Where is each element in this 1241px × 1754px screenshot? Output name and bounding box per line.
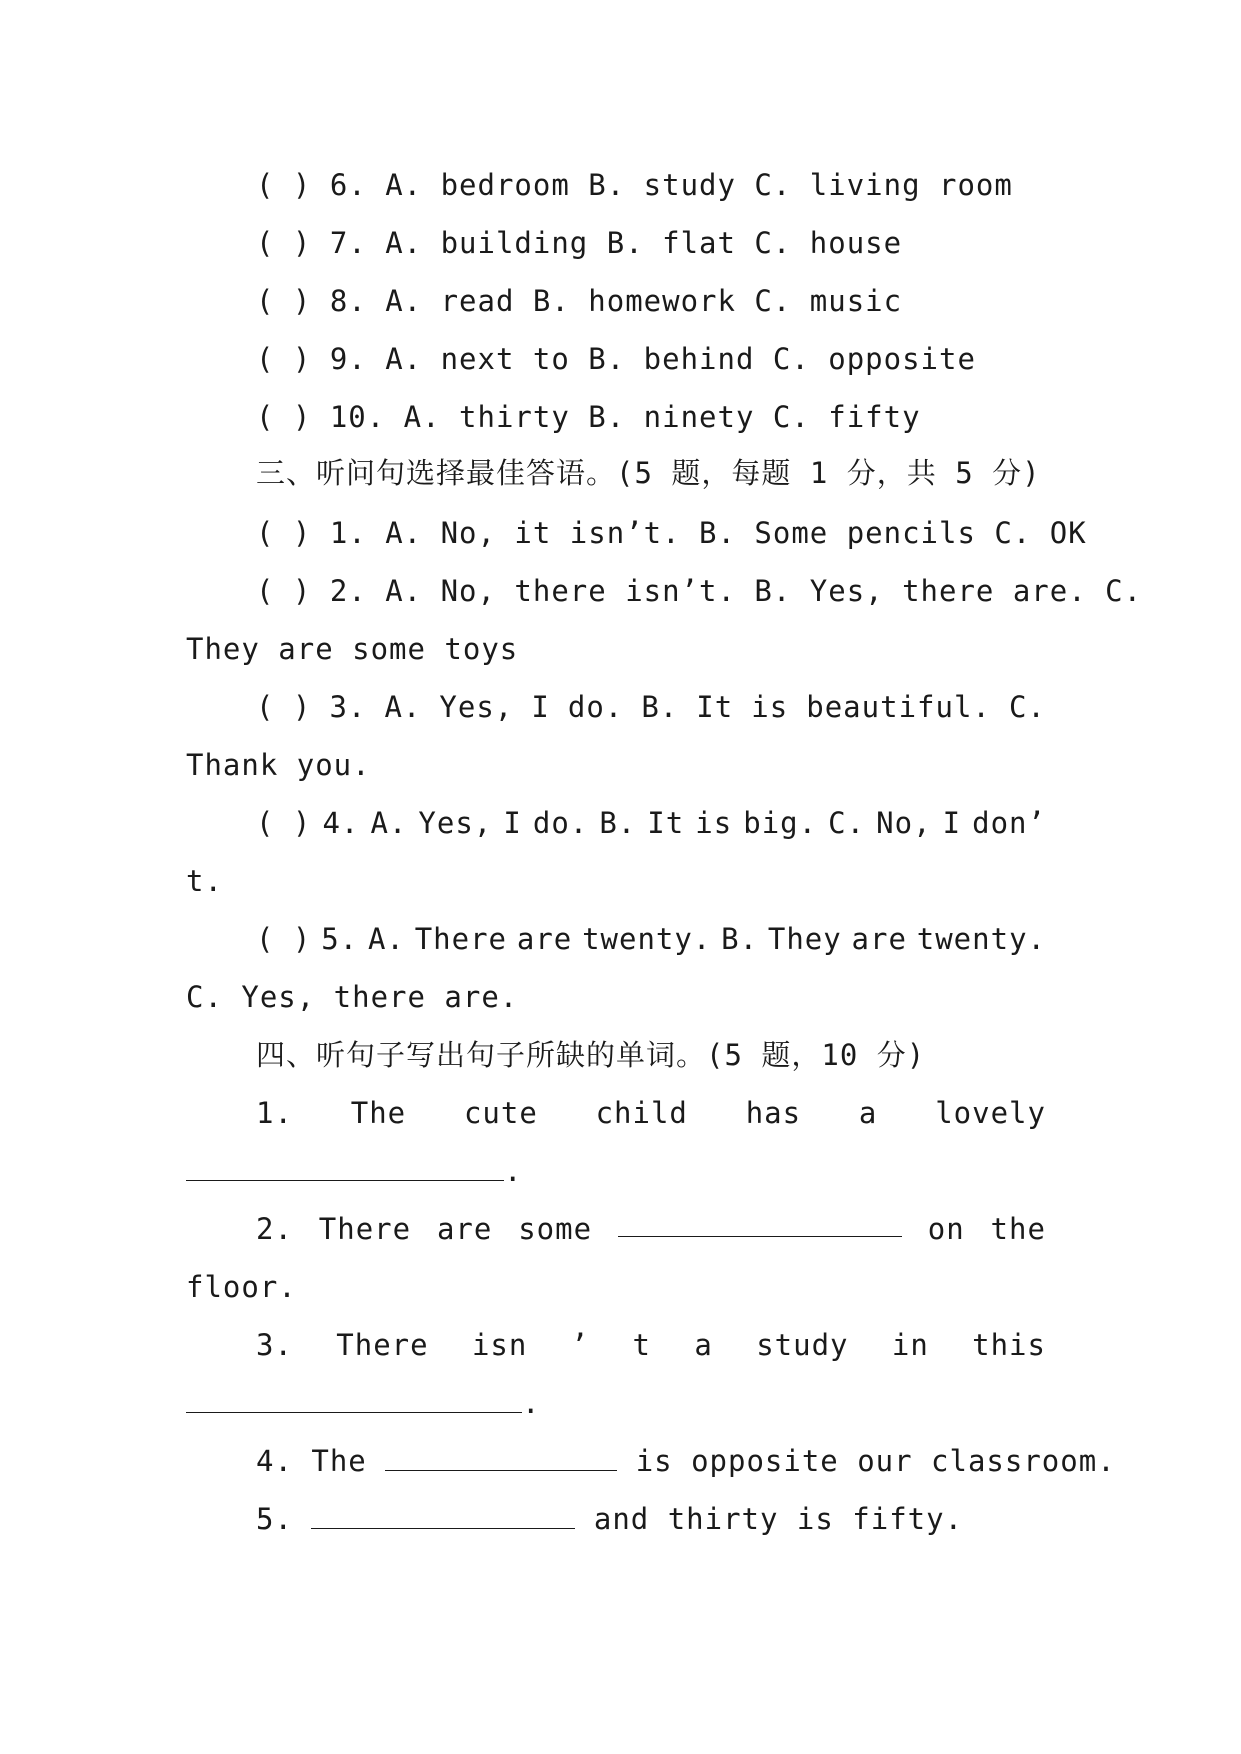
word: I bbox=[531, 690, 550, 724]
word: I bbox=[503, 806, 522, 840]
word: A. bbox=[370, 806, 408, 840]
word: B. bbox=[721, 922, 759, 956]
s3-question-2-line1: ( ) 2. A. No, there isn’t. B. Yes, there are. C. bbox=[256, 574, 1143, 608]
s4-question-1-line2 bbox=[186, 1154, 522, 1188]
word: There bbox=[336, 1328, 429, 1362]
word: study bbox=[756, 1328, 849, 1362]
word: this bbox=[972, 1328, 1046, 1362]
word: twenty. bbox=[582, 922, 712, 956]
s3-question-4-line2: t. bbox=[186, 864, 223, 898]
word: 3. bbox=[256, 1328, 293, 1362]
s3-question-5-line2: C. Yes, there are. bbox=[186, 980, 519, 1014]
word: 1. bbox=[256, 1096, 293, 1130]
question-item-7: ( ) 7. A. building B. flat C. house bbox=[256, 226, 903, 260]
answer-blank-4[interactable] bbox=[385, 1446, 617, 1471]
s4-question-4 bbox=[256, 1444, 1116, 1478]
s4-question-2-line2: floor. bbox=[186, 1270, 297, 1304]
word: do. bbox=[532, 806, 589, 840]
word: child bbox=[595, 1096, 688, 1130]
word: C. bbox=[1008, 690, 1046, 724]
question-start: 5. bbox=[256, 1502, 293, 1536]
word: Yes, bbox=[418, 806, 493, 840]
word: are bbox=[516, 922, 573, 956]
question-item-6: ( ) 6. A. bedroom B. study C. living room bbox=[256, 168, 1013, 202]
word: It bbox=[647, 806, 685, 840]
s3-question-1: ( ) 1. A. No, it isn’t. B. Some pencils C. OK bbox=[256, 516, 1087, 550]
word: I bbox=[942, 806, 962, 840]
word: cute bbox=[463, 1096, 538, 1130]
word: They bbox=[767, 922, 842, 956]
word: 5. bbox=[321, 922, 359, 956]
word: some bbox=[518, 1212, 593, 1246]
question-item-9: ( ) 9. A. next to B. behind C. opposite bbox=[256, 342, 976, 376]
word: the bbox=[990, 1212, 1046, 1246]
s3-question-5-line1 bbox=[256, 922, 1046, 956]
question-end: is opposite our classroom. bbox=[635, 1444, 1116, 1478]
word: a bbox=[694, 1328, 713, 1362]
question-item-8: ( ) 8. A. read B. homework C. music bbox=[256, 284, 903, 318]
word: don’ bbox=[972, 806, 1046, 840]
section-heading-4: 四、听句子写出句子所缺的单词。(5 题，10 分) bbox=[256, 1038, 926, 1072]
word: big. bbox=[743, 806, 818, 840]
answer-blank-3[interactable] bbox=[186, 1388, 522, 1413]
word: is bbox=[695, 806, 733, 840]
s3-question-4-line1 bbox=[256, 806, 1046, 840]
word: ( ) bbox=[256, 806, 312, 840]
word: are bbox=[851, 922, 907, 956]
s4-question-1-line1 bbox=[256, 1096, 1046, 1130]
word: a bbox=[858, 1096, 878, 1130]
word: ’ bbox=[570, 1328, 590, 1362]
word: has bbox=[745, 1096, 802, 1130]
word: isn bbox=[471, 1328, 528, 1362]
s4-question-2-line1 bbox=[256, 1212, 1046, 1246]
word: C. bbox=[828, 806, 866, 840]
word: There bbox=[318, 1212, 412, 1246]
word: A. bbox=[367, 922, 405, 956]
s4-question-5 bbox=[256, 1502, 963, 1536]
question-item-10: ( ) 10. A. thirty B. ninety C. fifty bbox=[256, 400, 921, 434]
word: 3. bbox=[329, 690, 367, 724]
sentence-end: . bbox=[504, 1154, 523, 1188]
s3-question-3-line2: Thank you. bbox=[186, 748, 371, 782]
s3-question-3-line1 bbox=[256, 690, 1046, 724]
s4-question-3-line1 bbox=[256, 1328, 1046, 1362]
word: on bbox=[927, 1212, 965, 1246]
word: is bbox=[751, 690, 789, 724]
word: B. bbox=[599, 806, 637, 840]
word: No, bbox=[876, 806, 932, 840]
answer-blank-5[interactable] bbox=[311, 1504, 575, 1529]
question-end: and thirty is fifty. bbox=[593, 1502, 964, 1536]
word: ( ) bbox=[256, 690, 312, 724]
word: A. bbox=[384, 690, 422, 724]
answer-blank-1[interactable] bbox=[186, 1156, 504, 1181]
word: Yes, bbox=[439, 690, 514, 724]
word: It bbox=[696, 690, 734, 724]
s3-question-2-line2: They are some toys bbox=[186, 632, 519, 666]
word: ( ) bbox=[256, 922, 312, 956]
word: The bbox=[350, 1096, 407, 1130]
word: t bbox=[632, 1328, 651, 1362]
s4-question-3-line2 bbox=[186, 1386, 540, 1420]
sentence-end: . bbox=[522, 1386, 541, 1420]
section-heading-3: 三、听问句选择最佳答语。(5 题，每题 1 分，共 5 分) bbox=[256, 456, 1041, 490]
word: are bbox=[436, 1212, 493, 1246]
word: do. bbox=[567, 690, 624, 724]
word: B. bbox=[641, 690, 679, 724]
word: lovely bbox=[935, 1096, 1046, 1130]
word: in bbox=[891, 1328, 929, 1362]
answer-blank-2[interactable] bbox=[618, 1212, 902, 1237]
word: 4. bbox=[322, 806, 360, 840]
word: beautiful. bbox=[806, 690, 991, 724]
word: twenty. bbox=[916, 922, 1046, 956]
question-start: 4. The bbox=[256, 1444, 367, 1478]
word: There bbox=[414, 922, 508, 956]
word: 2. bbox=[256, 1212, 293, 1246]
